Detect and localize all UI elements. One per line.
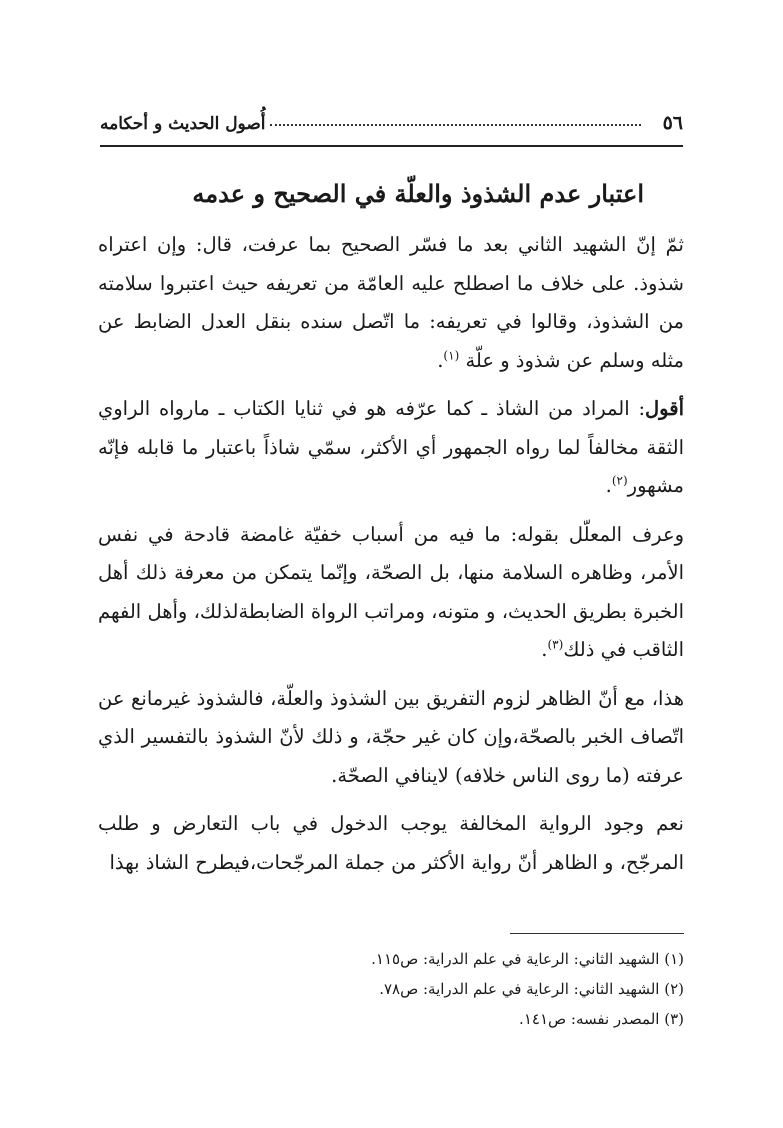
footnotes bbox=[98, 944, 684, 1034]
section-title: اعتبار عدم الشذوذ والعلّة في الصحيح و عدمه bbox=[192, 179, 644, 208]
paragraph-text: ثمّ إنّ الشهيد الثاني بعد ما فسّر الصحيح بما عرفت، قال: وإن اعتراه شذوذ. على خلاف ما اصطلح عليه العامّة من تعريفه حيث اعتبروا سلامته من الشذوذ، وقالوا في تعريفه: ما اتّصل سنده بنقل العدل الضابط عن مثله وسلم عن شذوذ و علّة bbox=[98, 233, 684, 372]
paragraph-text: وعرف المعلّل بقوله: ما فيه من أسباب خفيّة غامضة قادحة في نفس الأمر، وظاهره السلامة منها، بل الصحّة، وإنّما يتمكن من معرفة ذلك أهل الخبرة بطريق الحديث، و متونه، ومراتب الرواة الضابطةلذلك، وأهل الفهم الثاقب في ذلك bbox=[98, 522, 684, 661]
footnote-ref: (١) bbox=[443, 348, 460, 362]
header-rule bbox=[100, 145, 683, 147]
footnote-rule bbox=[510, 933, 684, 934]
page-number: ٥٦ bbox=[662, 112, 683, 134]
paragraph-text: هذا، مع أنّ الظاهر لزوم التفريق بين الشذوذ والعلّة، فالشذوذ غيرمانع عن اتّصاف الخبر بالصحّة،وإن كان غير حجّة، و ذلك لأنّ الشذوذ بالتفسير الذي عرفته (ما روى الناس خلافه) لاينافي الصحّة. bbox=[98, 686, 684, 787]
page-body bbox=[98, 172, 684, 882]
paragraph-5 bbox=[98, 805, 684, 882]
paragraph-1 bbox=[98, 226, 684, 380]
footnote-2: (٢) الشهيد الثاني: الرعاية في علم الدراية: ص٧٨. bbox=[379, 980, 684, 998]
footnote-ref: (٣) bbox=[547, 637, 564, 652]
running-title: أُصول الحديث و أحكامه bbox=[100, 114, 266, 134]
paragraph-text: : المراد من الشاذ ـ كما عرّفه هو في ثنايا الكتاب ـ مارواه الراوي الثقة مخالفاً لما رواه الجمهور أي الأكثر، سمّي شاذاً باعتبار ما قابله فإنّه مشهور bbox=[98, 397, 684, 497]
paragraph-tail: . bbox=[605, 474, 612, 497]
header-dot-leader bbox=[270, 124, 641, 126]
paragraph-tail: . bbox=[541, 638, 548, 661]
footnote-1: (١) الشهيد الثاني: الرعاية في علم الدراية: ص١١٥. bbox=[371, 950, 684, 968]
footnote-ref: (٢) bbox=[611, 473, 628, 488]
page-header bbox=[100, 104, 683, 134]
paragraph-3 bbox=[98, 516, 684, 670]
paragraph-text: نعم وجود الرواية المخالفة يوجب الدخول في باب التعارض و طلب المرجّح، و الظاهر أنّ رواية الأكثر من جملة المرجّحات،فيطرح الشاذ بهذا bbox=[98, 812, 684, 874]
footnote-3: (٣) المصدر نفسه: ص١٤١. bbox=[519, 1010, 684, 1028]
paragraph-2 bbox=[98, 390, 684, 506]
paragraph-4 bbox=[98, 680, 684, 796]
paragraph-tail: . bbox=[437, 348, 444, 372]
paragraph-lead: أقول bbox=[645, 397, 684, 420]
